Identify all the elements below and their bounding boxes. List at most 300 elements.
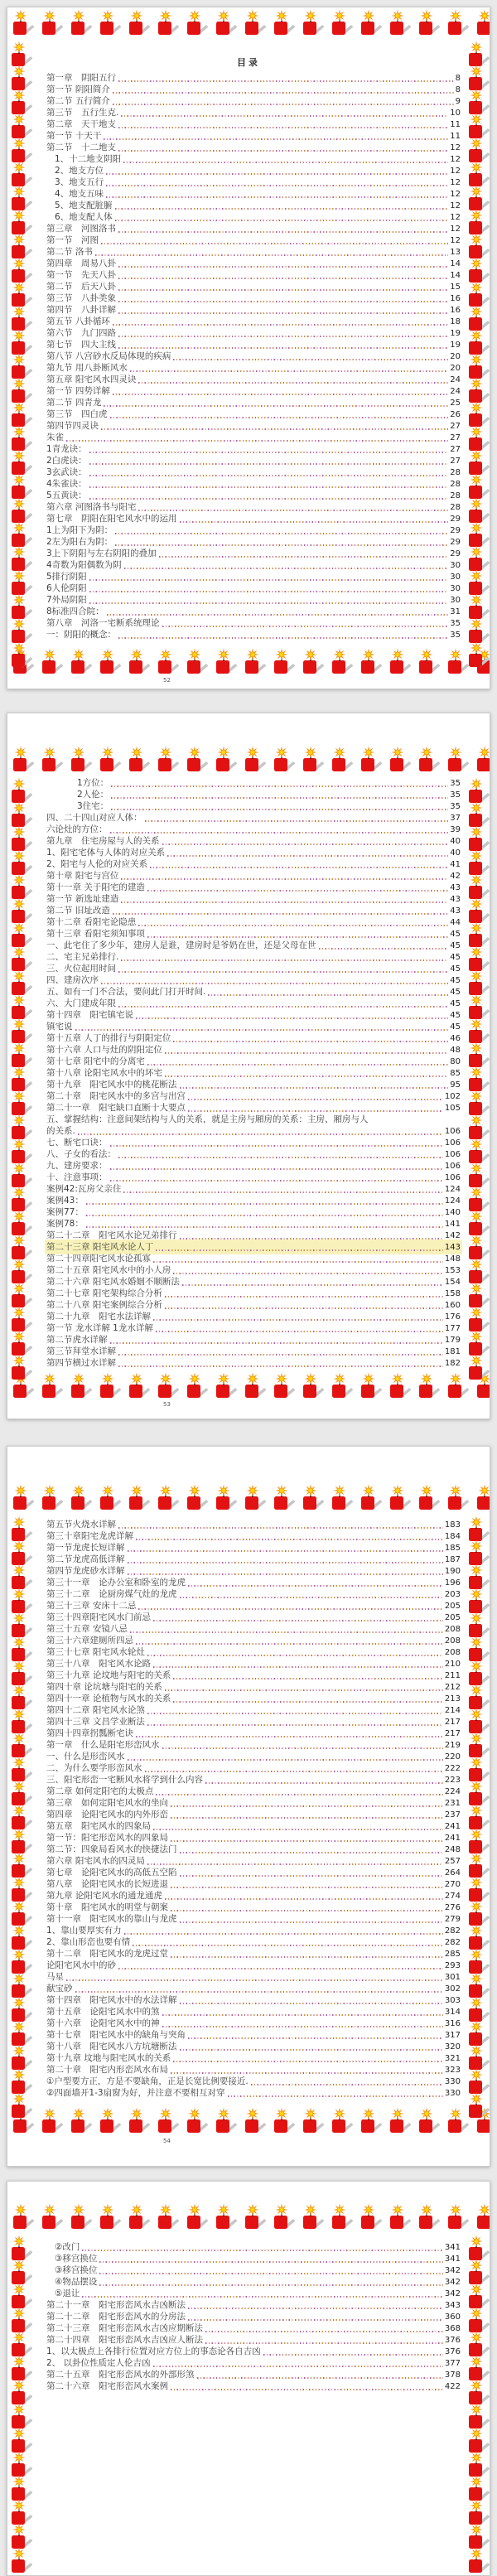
dot-leader xyxy=(113,92,454,94)
dot-leader xyxy=(156,1249,443,1251)
toc-entry[interactable] xyxy=(46,2041,461,2052)
toc-entry[interactable] xyxy=(46,2299,461,2311)
toc-entry[interactable] xyxy=(46,2346,461,2357)
toc-entry[interactable] xyxy=(46,951,461,963)
toc-entry[interactable] xyxy=(55,2253,461,2264)
toc-entry-label: 第三章 河图洛书 xyxy=(46,224,116,234)
toc-entry[interactable] xyxy=(46,1797,461,1809)
toc-entry-label: 第二十三章 阳宅风水论人丁 xyxy=(46,1242,154,1252)
toc-entry-label: ③移宫换位 xyxy=(55,2254,98,2264)
toc-entry-label: 第五节 八卦循环 xyxy=(46,317,110,326)
toc-page-number: 25 xyxy=(450,399,461,408)
toc-entry[interactable] xyxy=(46,1322,461,1334)
toc-entry[interactable] xyxy=(46,142,461,153)
toc-entry[interactable] xyxy=(46,374,461,385)
firecracker-icon xyxy=(357,9,382,36)
toc-page-number: 376 xyxy=(444,2347,461,2356)
toc-entry[interactable] xyxy=(46,2006,461,2018)
toc-entry[interactable] xyxy=(46,95,461,107)
dot-leader xyxy=(138,1608,443,1610)
toc-page-number: 343 xyxy=(444,2301,461,2310)
firecracker-icon xyxy=(415,2107,440,2134)
firecracker-icon xyxy=(241,9,266,36)
toc-entry[interactable] xyxy=(46,1832,461,1844)
toc-entry[interactable] xyxy=(46,397,461,408)
toc-entry[interactable] xyxy=(46,1542,461,1554)
toc-entry-label: 第十二章 看阳宅论隐患 xyxy=(46,917,137,927)
toc-entry[interactable] xyxy=(46,1530,461,1542)
toc-entry[interactable] xyxy=(55,2276,461,2288)
toc-entry-label: 第四节 八卦详解 xyxy=(46,305,116,315)
toc-entry[interactable] xyxy=(46,246,461,258)
toc-entry[interactable] xyxy=(46,1809,461,1820)
toc-entry[interactable] xyxy=(46,559,461,571)
dot-leader xyxy=(147,890,448,892)
toc-entry-label: 第八章 论阳宅风水的长短进退 xyxy=(46,1879,168,1889)
toc-page-number: 158 xyxy=(444,1289,461,1298)
dot-leader xyxy=(118,127,448,128)
toc-entry-label: 第十章 阳宅与宫位 xyxy=(46,871,119,881)
toc-entry[interactable] xyxy=(46,548,461,559)
toc-entry[interactable] xyxy=(46,1357,461,1369)
toc-entry[interactable] xyxy=(46,1867,461,1878)
toc-entry-label: 第七节 四大主线 xyxy=(46,340,116,350)
toc-entry-label: 二、为什么要学形峦风水 xyxy=(46,1763,142,1773)
toc-entry-label: 第四十章 论坑塘与阳宅的关系 xyxy=(46,1682,162,1692)
toc-entry-label: 论阳宅风水中的砂 xyxy=(46,1960,116,1970)
toc-entry[interactable] xyxy=(46,1056,461,1067)
dot-leader xyxy=(165,1307,443,1309)
toc-entry-label: 1上为阳下为阴： xyxy=(46,525,113,535)
firecracker-icon xyxy=(212,2107,237,2134)
toc-entry[interactable] xyxy=(46,1646,461,1658)
toc-entry[interactable] xyxy=(46,1230,461,1241)
toc-entry[interactable] xyxy=(46,513,461,524)
toc-entry[interactable] xyxy=(46,1855,461,1867)
toc-entry[interactable] xyxy=(46,269,461,281)
toc-entry[interactable] xyxy=(46,1762,461,1774)
toc-entry[interactable] xyxy=(46,1206,461,1218)
toc-entry[interactable] xyxy=(55,176,461,188)
toc-entry[interactable] xyxy=(46,258,461,269)
firecracker-icon xyxy=(183,9,208,36)
dot-leader xyxy=(156,1794,443,1795)
toc-entry[interactable] xyxy=(46,1786,461,1797)
toc-entry[interactable] xyxy=(46,443,461,455)
toc-entry-label: 第四十四章拐瓢断宅诀 xyxy=(46,1728,133,1738)
toc-entry[interactable] xyxy=(46,304,461,316)
toc-entry[interactable] xyxy=(46,1878,461,1890)
toc-entry[interactable] xyxy=(46,1635,461,1646)
toc-entry[interactable] xyxy=(46,882,461,893)
toc-page-number: 27 xyxy=(450,433,461,442)
firecracker-icon xyxy=(67,9,92,36)
dot-leader xyxy=(128,1562,443,1563)
toc-entry[interactable] xyxy=(46,118,461,130)
toc-entry-label: 第十九章 阳宅风水中的桃花断法 xyxy=(46,1080,177,1090)
toc-entry[interactable] xyxy=(46,466,461,478)
toc-entry[interactable] xyxy=(46,1183,461,1195)
dot-leader xyxy=(118,1354,443,1356)
toc-entry[interactable] xyxy=(55,165,461,176)
toc-entry[interactable] xyxy=(46,1554,461,1565)
dot-leader xyxy=(118,1157,443,1158)
toc-entry[interactable] xyxy=(55,2241,461,2253)
toc-entry[interactable] xyxy=(46,998,461,1009)
firecracker-icon xyxy=(212,1484,237,1511)
toc-entry[interactable] xyxy=(55,2264,461,2276)
toc-entry[interactable] xyxy=(46,905,461,916)
toc-entry[interactable] xyxy=(46,1125,461,1137)
firecracker-icon xyxy=(386,9,411,36)
toc-entry[interactable] xyxy=(46,594,461,606)
toc-entry[interactable] xyxy=(46,1902,461,1913)
dot-leader xyxy=(89,591,449,592)
firecracker-icon xyxy=(125,2107,150,2134)
toc-entry[interactable] xyxy=(46,420,461,432)
dot-leader xyxy=(138,510,448,511)
toc-entry[interactable] xyxy=(46,1288,461,1299)
toc-entry[interactable] xyxy=(55,188,461,200)
toc-entry[interactable] xyxy=(46,2322,461,2334)
toc-entry[interactable] xyxy=(77,789,461,800)
toc-page-number: 27 xyxy=(450,422,461,431)
dot-leader xyxy=(173,2061,443,2062)
toc-entry[interactable] xyxy=(46,1009,461,1021)
toc-entry[interactable] xyxy=(46,524,461,536)
toc-entry[interactable] xyxy=(46,1264,461,1276)
dot-leader xyxy=(263,2354,443,2356)
toc-page-number: 342 xyxy=(444,2278,461,2287)
toc-entry[interactable] xyxy=(46,1925,461,1936)
toc-entry-label: 2、地支方位 xyxy=(55,166,104,176)
toc-page-number: 45 xyxy=(450,941,461,950)
toc-page-number: 212 xyxy=(444,1683,461,1692)
toc-entry[interactable] xyxy=(46,432,461,443)
toc-entry-label: 第一节 新选址建造 xyxy=(46,894,119,904)
toc-entry[interactable] xyxy=(46,234,461,246)
toc-entry[interactable] xyxy=(46,1936,461,1948)
toc-entry[interactable] xyxy=(46,1948,461,1960)
toc-entry[interactable] xyxy=(77,777,461,789)
toc-entry[interactable] xyxy=(46,1623,461,1635)
dot-leader xyxy=(75,1029,449,1031)
toc-entry[interactable] xyxy=(46,501,461,513)
toc-entry-label: 第三十三章 安床十二忌 xyxy=(46,1601,137,1611)
toc-entry[interactable] xyxy=(46,72,461,84)
toc-entry[interactable] xyxy=(46,1658,461,1670)
toc-entry[interactable] xyxy=(46,362,461,374)
toc-entry[interactable] xyxy=(46,1994,461,2006)
toc-entry[interactable] xyxy=(46,1346,461,1357)
toc-entry[interactable] xyxy=(46,571,461,582)
toc-page-number: 27 xyxy=(450,445,461,454)
toc-entry[interactable] xyxy=(46,478,461,490)
toc-entry[interactable] xyxy=(46,812,461,824)
toc-entry-label: 七、断宅口诀： xyxy=(46,1138,108,1148)
toc-entry[interactable] xyxy=(46,1148,461,1160)
toc-entry-label: 第十章 阳宅风水的明堂与朝案 xyxy=(46,1902,168,1912)
toc-entry[interactable] xyxy=(46,1600,461,1612)
toc-entry[interactable] xyxy=(46,870,461,882)
firecracker-icon xyxy=(357,746,382,773)
toc-entry[interactable] xyxy=(46,847,461,858)
toc-entry[interactable] xyxy=(46,1565,461,1577)
dot-leader xyxy=(106,185,448,186)
dot-leader xyxy=(171,2389,443,2390)
toc-entry[interactable] xyxy=(46,1681,461,1693)
toc-entry[interactable] xyxy=(46,1079,461,1090)
toc-page-number: 303 xyxy=(444,1996,461,2005)
toc-entry-label: 5、地支配脏腑 xyxy=(55,201,113,210)
toc-entry[interactable] xyxy=(46,1067,461,1079)
toc-entry[interactable] xyxy=(46,1114,461,1125)
toc-entry[interactable] xyxy=(46,916,461,928)
toc-entry-label: 二、宅主兄弟排行. xyxy=(46,952,119,962)
dot-leader xyxy=(180,521,449,523)
toc-entry-label: 第五章 阳宅风水的四象局 xyxy=(46,1821,151,1831)
toc-entry[interactable] xyxy=(46,2334,461,2346)
toc-entry-label: 四、二十四山对应人体： xyxy=(46,813,142,823)
toc-entry[interactable] xyxy=(46,1739,461,1751)
toc-entry[interactable] xyxy=(46,2029,461,2041)
dot-leader xyxy=(138,925,448,926)
toc-entry[interactable] xyxy=(46,490,461,501)
firecracker-icon xyxy=(212,1372,237,1399)
toc-entry-label: 第三十一章 论办公室和卧室的龙虎 xyxy=(46,1578,186,1588)
toc-entry[interactable] xyxy=(46,582,461,594)
toc-entry[interactable] xyxy=(46,455,461,466)
toc-page-number: 219 xyxy=(444,1741,461,1750)
toc-page-number: 29 xyxy=(450,538,461,547)
toc-page-number: 241 xyxy=(444,1834,461,1843)
toc-entry[interactable] xyxy=(46,1913,461,1925)
toc-entry-label: 第四节龙虎砂水详解 xyxy=(46,1566,125,1576)
firecracker-icon xyxy=(328,648,353,675)
toc-entry[interactable] xyxy=(46,928,461,940)
toc-entry[interactable] xyxy=(46,1577,461,1588)
toc-title: 目录 xyxy=(237,57,260,68)
toc-entry[interactable] xyxy=(46,1160,461,1172)
toc-page-1 xyxy=(7,7,490,689)
dot-leader xyxy=(228,2095,443,2097)
toc-entry[interactable] xyxy=(46,2369,461,2380)
toc-entry[interactable] xyxy=(77,800,461,812)
toc-entry[interactable] xyxy=(46,1102,461,1114)
toc-entry[interactable] xyxy=(46,350,461,362)
toc-entry-highlighted[interactable] xyxy=(46,1241,461,1253)
toc-entry[interactable] xyxy=(46,1044,461,1056)
toc-page-number: 276 xyxy=(444,1903,461,1912)
toc-entry[interactable] xyxy=(46,316,461,327)
toc-entry[interactable] xyxy=(46,1253,461,1264)
toc-page-number: 41 xyxy=(450,860,461,869)
toc-entry[interactable] xyxy=(46,1588,461,1600)
firecracker-icon xyxy=(212,648,237,675)
toc-page-2 xyxy=(7,713,490,1419)
toc-entry[interactable] xyxy=(46,963,461,974)
toc-entry[interactable] xyxy=(46,2064,461,2076)
toc-entry[interactable] xyxy=(46,835,461,847)
toc-entry[interactable] xyxy=(46,2311,461,2322)
toc-entry-label: 第一章 阴阳五行 xyxy=(46,73,116,83)
toc-entry[interactable] xyxy=(46,1218,461,1230)
dot-leader xyxy=(180,1875,443,1877)
toc-entry[interactable] xyxy=(46,1751,461,1762)
dot-leader xyxy=(171,1817,443,1819)
toc-entry[interactable] xyxy=(46,2087,461,2099)
toc-entry[interactable] xyxy=(46,858,461,870)
firecracker-icon xyxy=(154,2107,179,2134)
toc-entry[interactable] xyxy=(46,1519,461,1530)
dot-leader xyxy=(75,1991,443,1993)
dot-leader xyxy=(118,80,454,82)
dot-leader xyxy=(118,278,448,279)
toc-entry[interactable] xyxy=(46,1704,461,1716)
dot-leader xyxy=(123,1191,443,1193)
toc-entry[interactable] xyxy=(55,153,461,165)
toc-entry[interactable] xyxy=(46,1693,461,1704)
toc-entry-label: 2白虎诀： xyxy=(46,456,87,466)
toc-entry[interactable] xyxy=(46,824,461,835)
toc-entry[interactable] xyxy=(46,1172,461,1183)
toc-entry[interactable] xyxy=(46,1774,461,1786)
toc-entry-label: 一、什么是形峦风水 xyxy=(46,1752,125,1762)
toc-page-number: 40 xyxy=(450,848,461,858)
toc-entry[interactable] xyxy=(46,223,461,234)
toc-page-number: 231 xyxy=(444,1799,461,1808)
toc-entry[interactable] xyxy=(46,1670,461,1681)
dot-leader xyxy=(130,1631,443,1633)
toc-entry[interactable] xyxy=(46,1728,461,1739)
firecracker-icon xyxy=(125,9,150,36)
toc-entry[interactable] xyxy=(46,1334,461,1346)
toc-entry[interactable] xyxy=(46,107,461,118)
firecracker-icon xyxy=(38,1484,63,1511)
toc-entry[interactable] xyxy=(46,1983,461,1994)
toc-entry[interactable] xyxy=(46,1311,461,1322)
toc-page-number: 154 xyxy=(444,1278,461,1287)
toc-entry[interactable] xyxy=(46,986,461,998)
toc-entry[interactable] xyxy=(46,1276,461,1288)
toc-entry[interactable] xyxy=(46,130,461,142)
toc-entry[interactable] xyxy=(46,2018,461,2029)
toc-entry[interactable] xyxy=(46,2052,461,2064)
toc-entry[interactable] xyxy=(46,1716,461,1728)
toc-entry[interactable] xyxy=(46,292,461,304)
toc-entry[interactable] xyxy=(46,1137,461,1148)
toc-entry[interactable] xyxy=(46,1890,461,1902)
toc-entry[interactable] xyxy=(46,1844,461,1855)
dot-leader xyxy=(123,162,448,163)
toc-page-number: 224 xyxy=(444,1787,461,1796)
toc-entry[interactable] xyxy=(46,84,461,95)
toc-entry[interactable] xyxy=(46,281,461,292)
toc-entry[interactable] xyxy=(55,211,461,223)
firecracker-icon xyxy=(465,641,490,669)
toc-page-number: 302 xyxy=(444,1984,461,1994)
toc-entry[interactable] xyxy=(46,2076,461,2087)
dot-leader xyxy=(99,2284,442,2286)
toc-entry-label: 朱雀 xyxy=(46,433,64,442)
toc-entry[interactable] xyxy=(46,339,461,350)
toc-page-number: 10 xyxy=(450,109,461,118)
toc-entry-label: 第三十七章 阳宅风水轮灶 xyxy=(46,1647,145,1657)
toc-page-number: 28 xyxy=(450,491,461,500)
toc-entry-label: 五、如有一门不合法，要问此门打开时间. xyxy=(46,987,206,997)
dot-leader xyxy=(162,2014,443,2016)
toc-entry-label: 三、火位起用时间 xyxy=(46,964,116,974)
firecracker-icon xyxy=(328,746,353,773)
toc-page-number: 179 xyxy=(444,1336,461,1345)
toc-page-number: 20 xyxy=(450,364,461,373)
toc-entry-label: 第三十六章建厕所四忌 xyxy=(46,1636,133,1646)
toc-entry[interactable] xyxy=(46,327,461,339)
toc-page-number: 45 xyxy=(450,930,461,939)
toc-entry[interactable] xyxy=(46,1032,461,1044)
firecracker-icon xyxy=(183,2203,208,2230)
toc-entry-label: 1、靠山要厚实有力 xyxy=(46,1926,122,1936)
firecracker-icon xyxy=(9,746,34,773)
dot-leader xyxy=(145,1771,443,1772)
toc-entry-label: 第二十二章 阳宅风水论兄弟排行 xyxy=(46,1230,177,1240)
toc-entry[interactable] xyxy=(55,2288,461,2299)
toc-entry[interactable] xyxy=(46,1021,461,1032)
dot-leader xyxy=(319,948,449,950)
toc-entry[interactable] xyxy=(46,1971,461,1983)
toc-page-number: 15 xyxy=(450,283,461,292)
firecracker-icon xyxy=(270,2107,295,2134)
dot-leader xyxy=(121,959,448,961)
toc-entry-label: 第二节 旧址改造 xyxy=(46,906,110,916)
toc-page-number: 148 xyxy=(444,1254,461,1264)
dot-leader xyxy=(115,544,448,546)
toc-entry[interactable] xyxy=(46,1299,461,1311)
dot-leader xyxy=(165,1052,448,1054)
dot-leader xyxy=(128,1573,443,1575)
toc-entry[interactable] xyxy=(46,606,461,617)
toc-entry[interactable] xyxy=(46,1090,461,1102)
toc-entry[interactable] xyxy=(46,893,461,905)
toc-entry[interactable] xyxy=(46,974,461,986)
toc-entry[interactable] xyxy=(46,1820,461,1832)
toc-entry[interactable] xyxy=(55,200,461,211)
toc-entry-label: 1方位： xyxy=(77,778,109,788)
toc-entry[interactable] xyxy=(46,408,461,420)
dot-leader xyxy=(118,971,448,973)
toc-entry[interactable] xyxy=(46,1195,461,1206)
toc-entry[interactable] xyxy=(46,1612,461,1623)
toc-entry-label: 3住宅： xyxy=(77,801,109,811)
toc-entry[interactable] xyxy=(46,629,461,640)
dot-leader xyxy=(110,1168,443,1170)
toc-page-number: 30 xyxy=(450,596,461,605)
toc-page-number: 106 xyxy=(444,1150,461,1159)
toc-entry[interactable] xyxy=(46,1960,461,1971)
toc-entry-label: 第二章 如何定阳宅的太极点 xyxy=(46,1786,154,1796)
toc-entry-label: 案例42:瓦房父亲住 xyxy=(46,1184,122,1194)
toc-entry[interactable] xyxy=(46,940,461,951)
dot-leader xyxy=(133,1945,443,1946)
toc-entry[interactable] xyxy=(46,385,461,397)
toc-entry[interactable] xyxy=(46,536,461,548)
toc-entry-label: 第十四章 阳宅风水中的水法详解 xyxy=(46,1995,177,2005)
toc-entry[interactable] xyxy=(46,617,461,629)
toc-entry[interactable] xyxy=(46,2357,461,2369)
toc-entry-label: 第八章 河洛一宅断系统理论 xyxy=(46,618,160,628)
dot-leader xyxy=(162,843,449,845)
toc-entry[interactable] xyxy=(46,2380,461,2392)
